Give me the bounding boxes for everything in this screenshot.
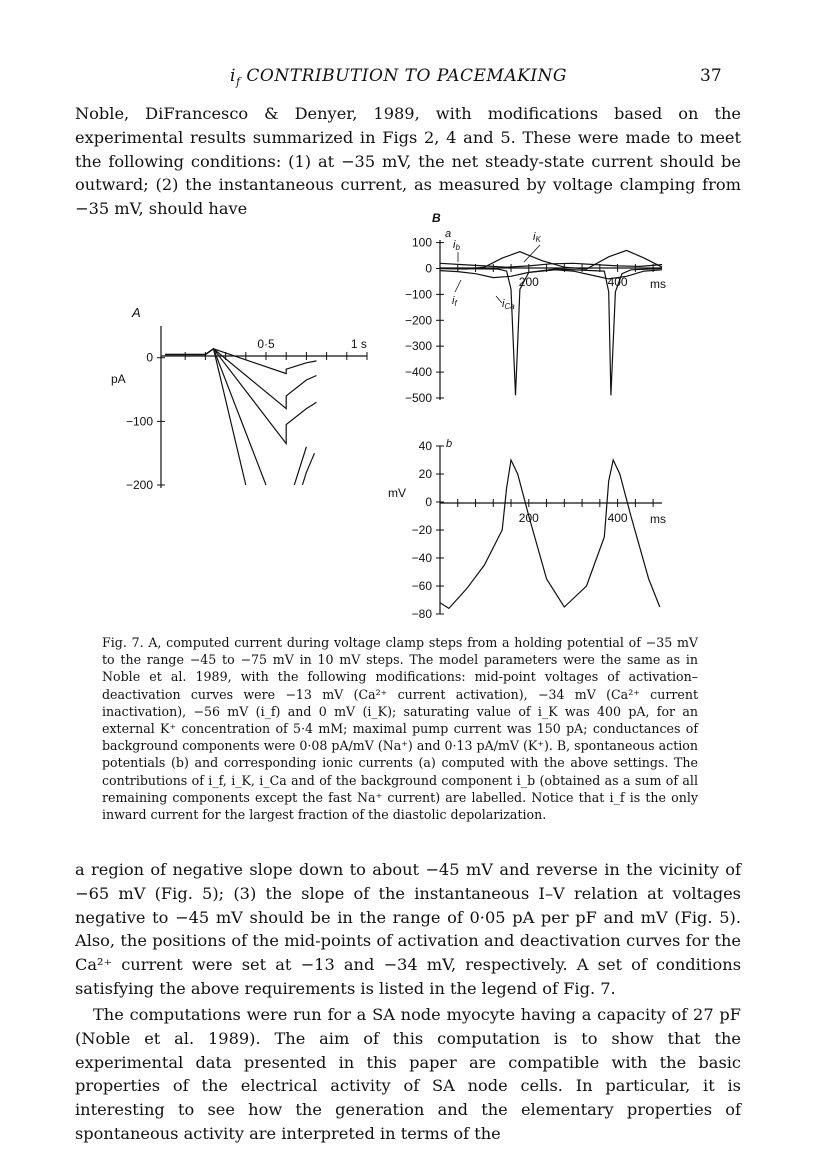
panel-b-b: [388, 438, 666, 621]
y-tick-label: −200: [404, 313, 432, 328]
y-tick-label: −20: [411, 523, 432, 537]
panel-b-a: [405, 211, 666, 405]
panel-a-curves: [165, 349, 317, 485]
y-tick-label: −400: [404, 365, 432, 380]
label-a: a: [445, 228, 452, 240]
panel-a-y-ticks: [126, 351, 165, 492]
paragraph-3: The computations were run for a SA node myocyte having a capacity of 27 pF (Noble et al. 1989). The aim of this computation is to show that the experimental data presented in this paper are compatible with the basic properties of the electrical activity of SA node cells. In particular, it is interesting to see how the generation and the elementary properties of spontaneous activity are interpreted in terms of the: [75, 1005, 741, 1143]
series-line-curve-4: [205, 349, 266, 485]
panel-bb-curves: [440, 460, 660, 608]
y-tick-label: 40: [418, 439, 432, 453]
series-line-curve-7: [302, 453, 314, 485]
label-ik: iK: [533, 231, 541, 244]
label-ib: ib: [453, 239, 460, 252]
series-line-b: [440, 460, 660, 608]
panel-a: [111, 305, 367, 492]
series-line-i-b: [440, 263, 662, 267]
paragraph-2: a region of negative slope down to about −45 mV and reverse in the vicinity of −65 mV (Fig. 5); (3) the slope of the instantaneous I–V relation at voltages negative to −45 mV should be in the range of 0·05 pA per pF and mV (Fig. 5). Also, the positions of the mid-points of activation and deactivation curves for the Ca²⁺ current were set at −13 and −34 mV, respectively. A set of conditions satisfying the above requirements is listed in the legend of Fig. 7.: [75, 860, 741, 998]
series-line-i-ca: [440, 269, 662, 396]
panel-ba-y-ticks: [405, 236, 444, 405]
x-tick-label: 200: [518, 275, 539, 289]
y-tick-label: −80: [411, 607, 432, 621]
x-tick-label: 400: [607, 511, 628, 525]
label-if: if: [452, 295, 457, 308]
series-line-curve-3: [165, 349, 317, 374]
label-if-pointer: [455, 280, 461, 292]
y-tick-label: 100: [411, 235, 432, 250]
panel-ba-xunit: ms: [650, 277, 666, 291]
panel-bb-xunit: ms: [650, 512, 666, 526]
label-b: b: [446, 438, 453, 450]
label-ica: iCa: [502, 298, 515, 311]
panel-b-label: B: [432, 211, 441, 225]
y-tick-label: −40: [411, 551, 432, 565]
figure-caption: Fig. 7. A, computed current during voltage clamp steps from a holding potential of −35 mV to the range −45 to −75 mV in 10 mV steps. The model parameters were the same as in Noble et al. 1989, with the following modifications: mid-point voltages of activation–deactivation curves were −13 mV (Ca²⁺ current activation), −34 mV (Ca²⁺ current inactivation), −56 mV (i_f) and 0 mV (i_K); saturating value of i_K was 400 pA, for an external K⁺ concentration of 5·4 mM; maximal pump current was 150 pA; conductances of background components were 0·08 pA/mV (Na⁺) and 0·13 pA/mV (K⁺). B, spontaneous action potentials (b) and corresponding ionic currents (a) computed with the above settings. The contributions of i_f, i_K, i_Ca and of the background component i_b (obtained as a sum of all remaining components except the fast Na⁺ current) are labelled. Notice that i_f is the only inward current for the largest fraction of the diastolic depolarization.: [102, 635, 698, 823]
x-tick-label: 0·5: [257, 337, 275, 351]
y-tick-label: −300: [404, 339, 432, 354]
y-tick-label: −100: [404, 287, 432, 302]
y-tick-label: −500: [404, 391, 432, 405]
y-tick-label: 20: [418, 467, 432, 481]
running-head: $i_f$ CONTRIBUTION TO PACEMAKING: [230, 66, 567, 89]
x-tick-label: 200: [518, 511, 539, 525]
panel-a-label: A: [132, 305, 141, 320]
panel-bb-ylabel: mV: [388, 486, 406, 500]
series-line-curve-1: [165, 349, 317, 444]
y-tick-label: −100: [125, 414, 153, 429]
y-tick-label: 0: [425, 495, 432, 509]
y-tick-label: 0: [425, 261, 432, 276]
panel-a-ylabel: pA: [111, 372, 126, 386]
panel-bb-y-ticks: [412, 439, 444, 621]
x-tick-label: 1 s: [350, 337, 367, 351]
y-tick-label: −200: [125, 478, 153, 492]
y-tick-label: 0: [146, 350, 153, 365]
panel-ba-curves: [440, 250, 662, 395]
paragraph-1: Noble, DiFrancesco & Denyer, 1989, with modifications based on the experimental results summarized in Figs 2, 4 and 5. These were made to meet the following conditions: (1) at −35 mV, the net steady-state current should be outward; (2) the instantaneous current, as measured by voltage clamping from −35 mV, should have: [75, 104, 741, 219]
x-tick-label: 400: [607, 275, 628, 289]
page-number: 37: [700, 66, 722, 86]
y-tick-label: −60: [411, 579, 432, 593]
